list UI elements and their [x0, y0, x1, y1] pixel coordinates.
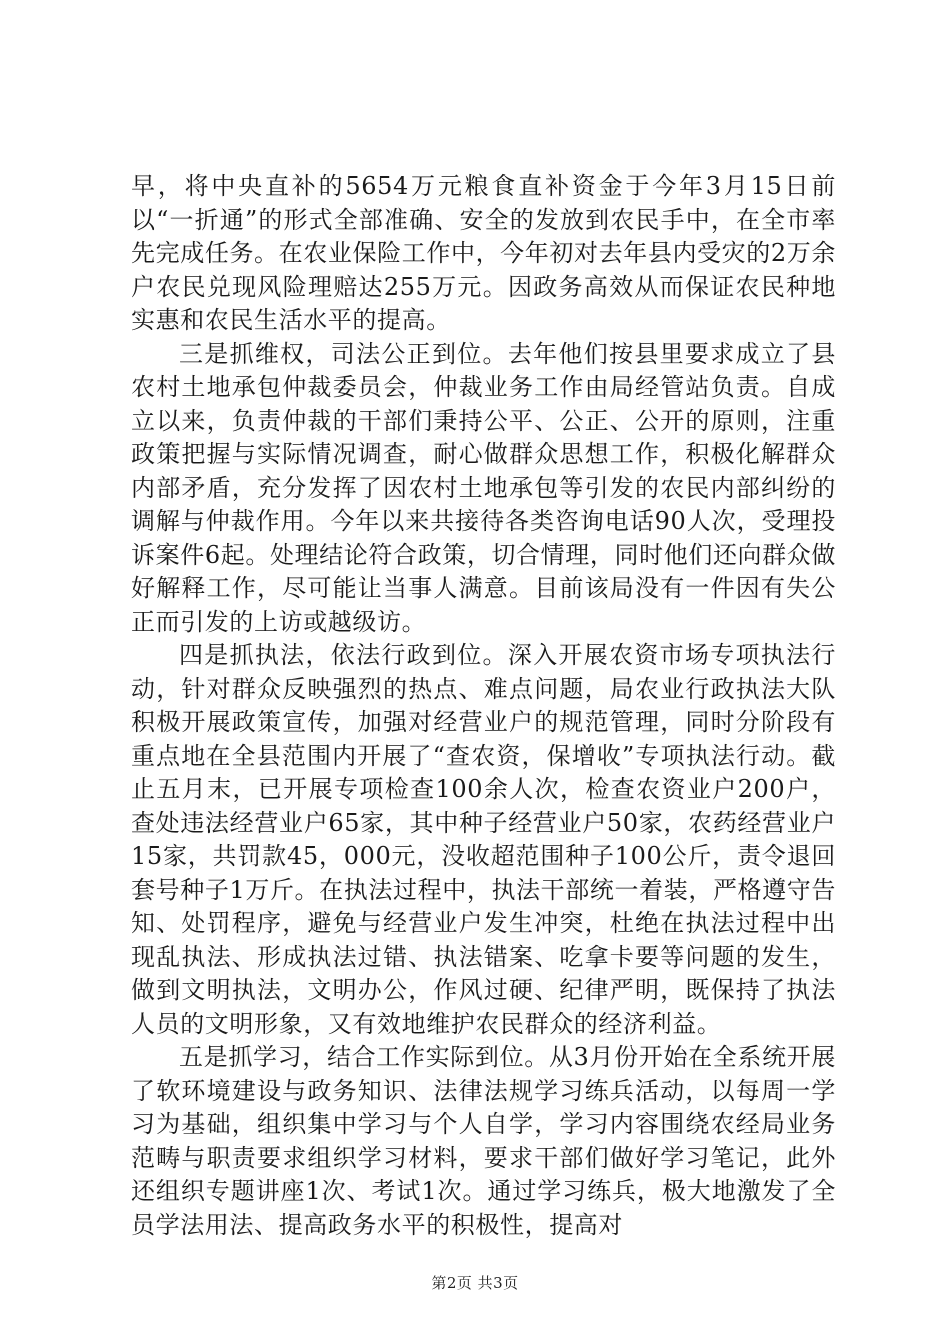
- page-footer: [0, 1272, 950, 1293]
- paragraph-continuation: 早，将中央直补的5654万元粮食直补资金于今年3月15日前以“一折通”的形式全部准确、安全的发放到农民手中，在全市率先完成任务。在农业保险工作中，今年初对去年县内受灾的2万余户农民兑现风险理赔达255万元。因政务高效从而保证农民种地实惠和农民生活水平的提高。: [131, 172, 836, 334]
- paragraph-section-three: 三是抓维权，司法公正到位。去年他们按县里要求成立了县农村土地承包仲裁委员会，仲裁业务工作由局经管站负责。自成立以来，负责仲裁的干部们秉持公平、公正、公开的原则，注重政策把握与实际情况调查，耐心做群众思想工作，积极化解群众内部矛盾，充分发挥了因农村土地承包等引发的农民内部纠纷的调解与仲裁作用。今年以来共接待各类咨询电话90人次，受理投诉案件6起。处理结论符合政策，切合情理，同时他们还向群众做好解释工作，尽可能让当事人满意。目前该局没有一件因有失公正而引发的上访或越级访。: [131, 339, 836, 636]
- paragraph-section-five: 五是抓学习，结合工作实际到位。从3月份开始在全系统开展了软环境建设与政务知识、法律法规学习练兵活动，以每周一学习为基础，组织集中学习与个人自学，学习内容围绕农经局业务范畴与职责要求组织学习材料，要求干部们做好学习笔记，此外还组织专题讲座1次、考试1次。通过学习练兵，极大地激发了全员学法用法、提高政务水平的积极性，提高对: [131, 1043, 836, 1239]
- paragraph-section-four: 四是抓执法，依法行政到位。深入开展农资市场专项执法行动，针对群众反映强烈的热点、难点问题，局农业行政执法大队积极开展政策宣传，加强对经营业户的规范管理，同时分阶段有重点地在全县范围内开展了“查农资，保增收”专项执法行动。截止五月末，已开展专项检查100余人次，检查农资业户200户，查处违法经营业户65家，其中种子经营业户50家，农药经营业户15家，共罚款45，000元，没收超范围种子100公斤，责令退回套号种子1万斤。在执法过程中，执法干部统一着装，严格遵守告知、处罚程序，避免与经营业户发生冲突，杜绝在执法过程中出现乱执法、形成执法过错、执法错案、吃拿卡要等问题的发生，做到文明执法，文明办公，作风过硬、纪律严明，既保持了执法人员的文明形象，又有效地维护农民群众的经济利益。: [131, 641, 836, 1038]
- page-number-label: 第2页 共3页: [431, 1274, 519, 1292]
- document-body: [131, 170, 836, 1242]
